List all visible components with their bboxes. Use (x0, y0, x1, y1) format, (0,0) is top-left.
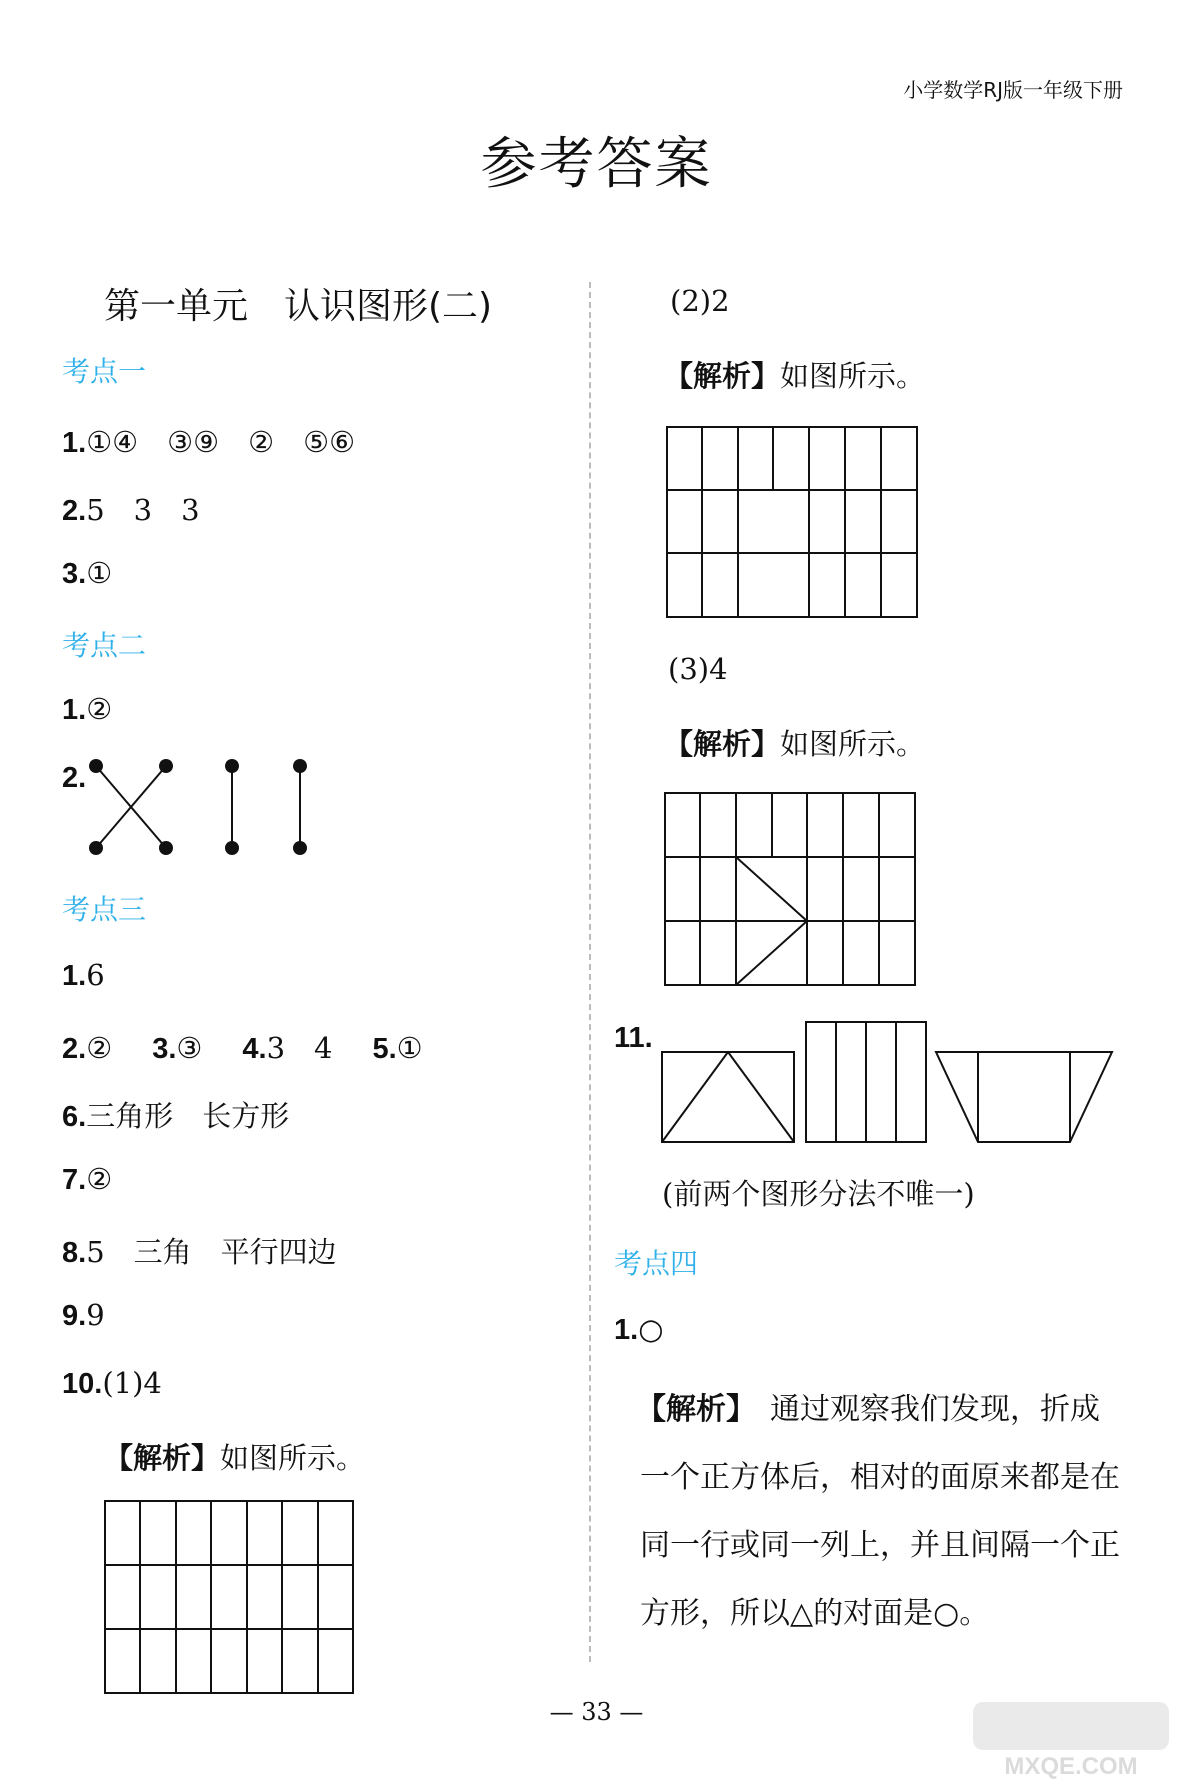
answer-s3-q2-q5: 2.② 3.③ 4.3 4 5.① (62, 1031, 423, 1065)
analysis-s4-text: 通过观察我们发现，折成一个正方体后，相对的面原来都是在同一行或同一列上，并且间隔一个正方形，所以△的对面是○。 (640, 1392, 1120, 1631)
answer-s3-q7: 7.② (62, 1162, 113, 1196)
analysis-q10-3: 【解析】如图所示。 (664, 727, 926, 761)
answer-s3-q11: 11. (614, 1022, 653, 1054)
page-number: — 33 — (549, 1698, 644, 1726)
answer-s2-q2: 2. (62, 762, 87, 794)
q11-figures (660, 1018, 1116, 1144)
section-heading-2: 考点二 (62, 629, 147, 662)
answer-s2-q1: 1.② (62, 692, 113, 726)
answer-s3-q1: 1.6 (62, 958, 105, 992)
q11-note: (前两个图形分法不唯一) (662, 1177, 975, 1211)
page-title: 参考答案 (480, 132, 713, 197)
grid-figure-2 (666, 426, 918, 618)
answer-s3-q10-2: (2)2 (670, 284, 730, 318)
analysis-q10-1: 【解析】如图所示。 (104, 1441, 366, 1475)
answer-s1-q3: 3.① (62, 556, 113, 590)
connect-dots-figure (80, 750, 320, 860)
answer-s4-q1: 1.○ (614, 1312, 664, 1346)
answer-s3-q9: 9.9 (62, 1298, 105, 1332)
answer-s3-q8: 8.5 三角 平行四边 (62, 1235, 337, 1269)
analysis-q10-2: 【解析】如图所示。 (664, 359, 926, 393)
unit-title: 第一单元 认识图形(二) (104, 286, 493, 327)
answer-s1-q2: 2.5 3 3 (62, 493, 200, 527)
column-divider (589, 282, 591, 1662)
svg-text:MXQE.COM: MXQE.COM (1004, 1753, 1138, 1780)
answer-s3-q6: 6.三角形 长方形 (62, 1099, 290, 1133)
analysis-s4-label: 【解析】 (636, 1392, 756, 1427)
answer-s3-q10-1: 10.(1)4 (62, 1366, 162, 1400)
section-heading-3: 考点三 (62, 893, 147, 926)
grid-figure-3 (664, 792, 916, 986)
section-heading-4: 考点四 (614, 1247, 699, 1280)
answer-s1-q1: 1.①④ ③⑨ ② ⑤⑥ (62, 425, 356, 459)
grid-figure-1 (104, 1500, 354, 1694)
book-label: 小学数学RJ版一年级下册 (903, 78, 1123, 102)
watermark-logo (971, 1700, 1171, 1780)
section-heading-1: 考点一 (62, 355, 147, 388)
answer-s3-q10-3: (3)4 (668, 652, 728, 686)
